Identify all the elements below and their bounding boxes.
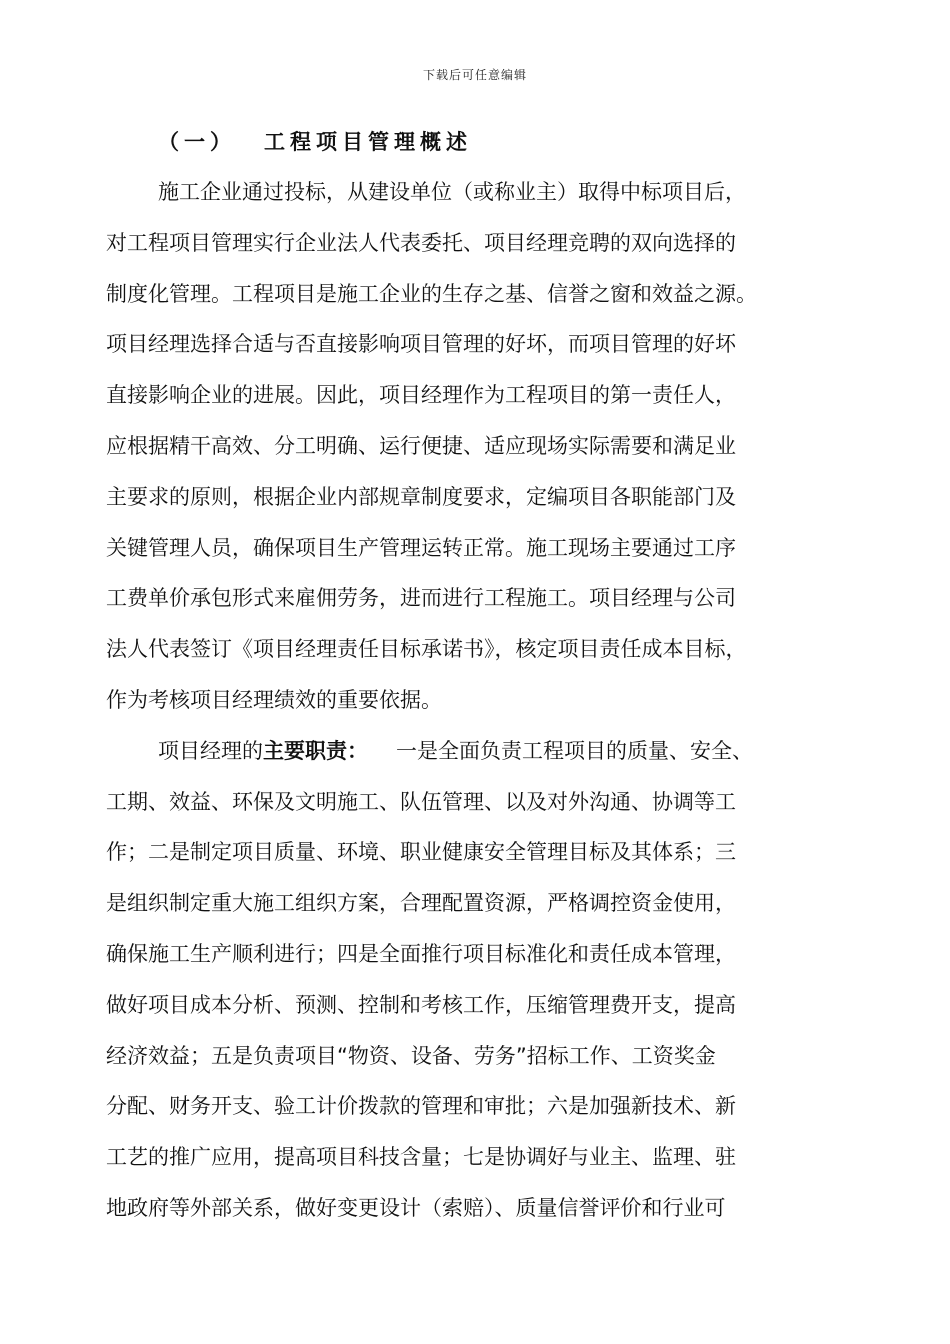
section-number: （一）	[158, 130, 236, 154]
paragraph-1-line: 对工程项目管理实行企业法人代表委托、项目经理竞聘的双向选择的	[106, 230, 736, 255]
paragraph-1-line: 施工企业通过投标，从建设单位（或称业主）取得中标项目后，	[158, 180, 746, 204]
paragraph-1-line: 项目经理选择合适与否直接影响项目管理的好坏，而项目管理的好坏	[106, 332, 736, 357]
paragraph-2-line: 地政府等外部关系，做好变更设计（索赔）、质量信誉评价和行业可	[106, 1195, 726, 1220]
paragraph-1-line: 主要求的原则，根据企业内部规章制度要求，定编项目各职能部门及	[106, 484, 736, 509]
paragraph-2-line: 分配、财务开支、验工计价拨款的管理和审批；六是加强新技术、新	[106, 1094, 736, 1119]
paragraph-1-line: 工费单价承包形式来雇佣劳务，进而进行工程施工。项目经理与公司	[106, 586, 736, 611]
paragraph-2-line: 工艺的推广应用，提高项目科技含量；七是协调好与业主、监理、驻	[106, 1145, 736, 1170]
paragraph-2-line: 确保施工生产顺利进行；四是全面推行项目标准化和责任成本管理，	[106, 941, 736, 966]
paragraph-1-line: 关键管理人员，确保项目生产管理运转正常。施工现场主要通过工序	[106, 535, 736, 560]
duty-lead: 项目经理的	[158, 738, 263, 763]
section-heading	[158, 126, 472, 156]
duty-lead-bold: 主要职责：	[263, 738, 368, 763]
paragraph-1-line: 作为考核项目经理绩效的重要依据。	[106, 687, 442, 712]
paragraph-2-line: 作；二是制定项目质量、环境、职业健康安全管理目标及其体系；三	[106, 840, 736, 865]
section-title: 工程项目管理概述	[264, 130, 472, 154]
paragraph-2-first-line	[106, 733, 946, 784]
paragraph-2-line: 是组织制定重大施工组织方案，合理配置资源，严格调控资金使用，	[106, 891, 736, 916]
header-note: 下载后可任意编辑	[422, 68, 527, 82]
paragraph-1-line: 直接影响企业的进展。因此，项目经理作为工程项目的第一责任人，	[106, 383, 736, 408]
paragraph-2-line: 工期、效益、环保及文明施工、队伍管理、以及对外沟通、协调等工	[106, 789, 736, 814]
paragraph-2-line: 做好项目成本分析、预测、控制和考核工作，压缩管理费开支，提高	[106, 992, 736, 1017]
duty-lead-rest: 一是全面负责工程项目的质量、安全、	[396, 738, 753, 763]
paragraph-1-line: 法人代表签订《项目经理责任目标承诺书》，核定项目责任成本目标，	[106, 637, 747, 662]
paragraph-1-line: 制度化管理。工程项目是施工企业的生存之基、信誉之窗和效益之源。	[106, 281, 757, 306]
body-text	[106, 174, 946, 1241]
paragraph-2-line: 经济效益；五是负责项目“物资、设备、劳务”招标工作、工资奖金	[106, 1043, 716, 1068]
paragraph-1-line: 应根据精干高效、分工明确、运行便捷、适应现场实际需要和满足业	[106, 433, 736, 458]
